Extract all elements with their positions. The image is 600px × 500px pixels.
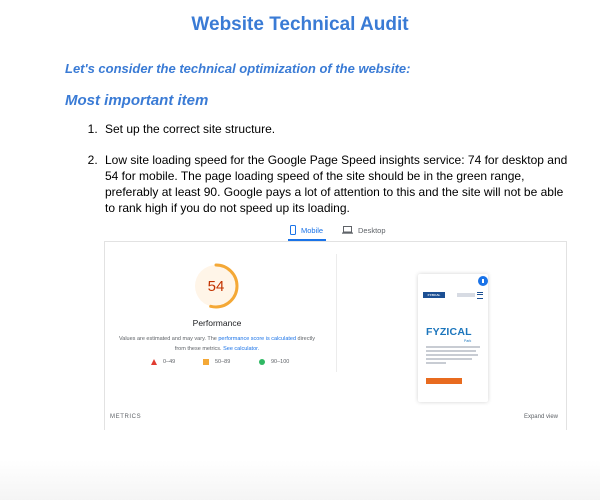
preview-text-lines <box>426 346 480 366</box>
preview-header-text <box>457 293 475 297</box>
preview-header <box>423 292 483 302</box>
score-value: 54 <box>207 277 225 295</box>
preview-logo: FYZICAL <box>423 292 445 298</box>
legend-range: 90–100 <box>271 359 290 365</box>
score-calc-link[interactable]: performance score is calculated <box>218 336 297 342</box>
mobile-preview <box>418 274 488 402</box>
document-title: Website Technical Audit <box>191 14 409 35</box>
note-text: Values are estimated and may vary. The <box>119 336 219 342</box>
expand-view-link[interactable]: Expand view <box>523 414 558 420</box>
list-item: 1. Set up the correct site structure. <box>101 121 571 137</box>
hamburger-icon <box>477 292 483 299</box>
tab-mobile[interactable] <box>290 221 323 239</box>
metrics-label: METRICS <box>110 414 142 420</box>
phone-icon <box>290 225 296 235</box>
performance-label: Performance <box>192 318 242 328</box>
note-text: directly from these metrics. <box>174 336 315 352</box>
tab-mobile-label: Mobile <box>301 225 324 235</box>
triangle-icon <box>151 359 157 365</box>
legend-range: 50–89 <box>215 359 231 365</box>
list-item: 2. Low site loading speed for the Google Page Speed insights service: 74 for desktop and 54 for mobile. The page loading speed of the site should be in the green range, preferably at least 90. Google pays a lot of attention to this and the site will not be able to rank high if you do not speed up its loading. <box>101 152 571 216</box>
circle-icon <box>259 359 265 365</box>
audit-list <box>65 121 571 231</box>
pagespeed-screenshot <box>104 217 566 430</box>
values-note <box>119 334 315 354</box>
square-icon <box>203 359 209 365</box>
tab-desktop[interactable] <box>342 221 386 239</box>
score-legend <box>151 359 311 371</box>
calculator-link[interactable]: See calculator. <box>223 346 260 352</box>
device-tabs <box>104 217 566 241</box>
legend-item-fail <box>151 359 175 365</box>
legend-item-pass <box>259 359 289 365</box>
preview-brand: FYZICAL <box>426 326 472 338</box>
legend-range: 0–49 <box>163 359 176 365</box>
laptop-icon <box>342 226 353 234</box>
preview-brand-sub: Park <box>464 339 472 343</box>
tab-desktop-label: Desktop <box>358 225 386 235</box>
info-icon[interactable] <box>478 276 488 286</box>
legend-item-average <box>203 359 230 365</box>
performance-card <box>104 241 567 430</box>
preview-appointment-button <box>426 378 462 384</box>
section-heading: Most important item <box>65 92 209 109</box>
bottom-fade <box>0 460 600 500</box>
document-subtitle: Let's consider the technical optimization of the website: <box>65 61 411 76</box>
card-divider <box>336 254 337 372</box>
